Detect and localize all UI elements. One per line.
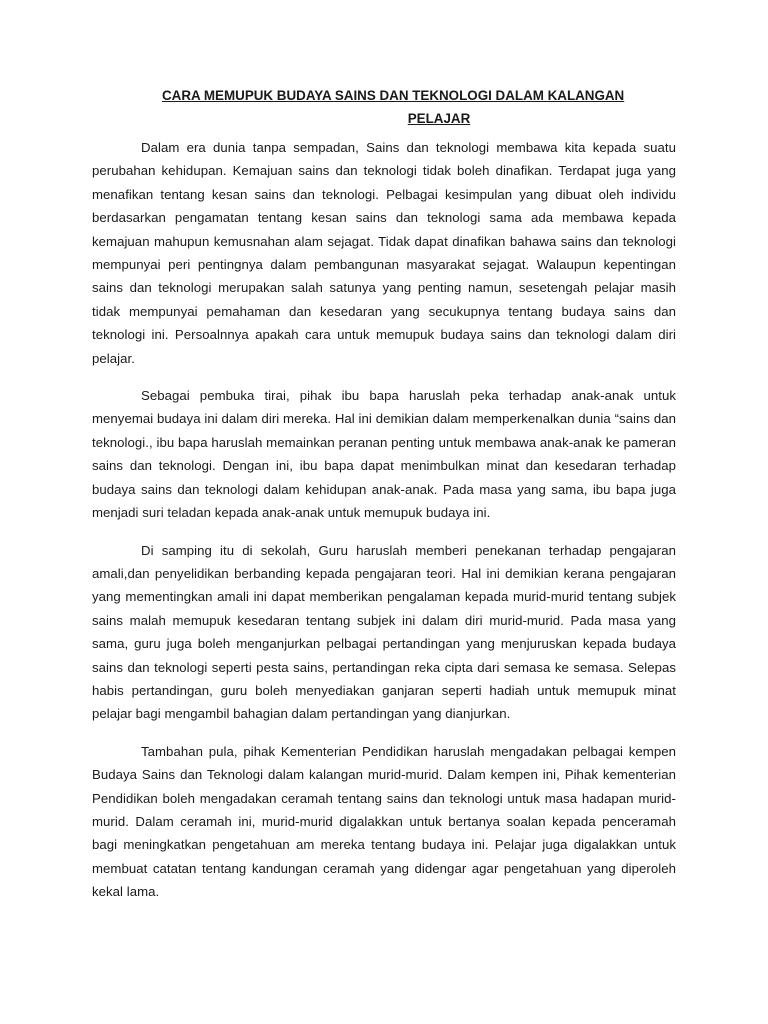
title-line-1: CARA MEMUPUK BUDAYA SAINS DAN TEKNOLOGI DALAM KALANGAN (162, 88, 625, 103)
paragraph-intro: Dalam era dunia tanpa sempadan, Sains dan teknologi membawa kita kepada suatu perubahan kehidupan. Kemajuan sains dan teknologi tidak boleh dinafikan. Terdapat juga yang menafikan tentang kesan sains dan teknologi. Pelbagai kesimpulan yang dibuat oleh individu berdasarkan pengamatan tentang kesan sains dan teknologi sama ada membawa kepada kemajuan mahupun kemusnahan alam sejagat. Tidak dapat dinafikan bahawa sains dan teknologi mempunyai peri pentingnya dalam pembangunan masyarakat sejagat. Walaupun kepentingan sains dan teknologi merupakan salah satunya yang penting namun, sesetengah pelajar masih tidak mempunyai pemahaman dan kesedaran yang secukupnya tentang budaya sains dan teknologi ini. Persoalnnya apakah cara untuk memupuk budaya sains dan teknologi dalam diri pelajar. (92, 140, 676, 366)
title-line-2: PELAJAR (407, 111, 471, 126)
paragraph-school: Di samping itu di sekolah, Guru haruslah memberi penekanan terhadap pengajaran amali,dan penyelidikan berbanding kepada pengajaran teori. Hal ini demikian kerana pengajaran yang mementingkan amali ini dapat memberikan pengalaman kepada murid-murid tentang subjek sains malah memupuk kesedaran tentang subjek ini dalam diri murid-murid. Pada masa yang sama, guru juga boleh menganjurkan pelbagai pertandingan yang menjuruskan kepada budaya sains dan teknologi seperti pesta sains, pertandingan reka cipta dari semasa ke semasa. Selepas habis pertandingan, guru boleh menyediakan ganjaran seperti hadiah untuk memupuk minat pelajar bagi mengambil bahagian dalam pertandingan yang dianjurkan. (92, 542, 676, 722)
document-title (92, 84, 676, 130)
paragraph-parents: Sebagai pembuka tirai, pihak ibu bapa haruslah peka terhadap anak-anak untuk menyemai budaya ini dalam diri mereka. Hal ini demikian dalam memperkenalkan dunia “sains dan teknologi., ibu bapa haruslah memainkan peranan penting untuk membawa anak-anak ke pameran sains dan teknologi. Dengan ini, ibu bapa dapat menimbulkan minat dan kesedaran terhadap budaya sains dan teknologi dalam kehidupan anak-anak. Pada masa yang sama, ibu bapa juga menjadi suri teladan kepada anak-anak untuk memupuk budaya ini. (92, 388, 676, 521)
paragraph-ministry: Tambahan pula, pihak Kementerian Pendidikan haruslah mengadakan pelbagai kempen Budaya Sains dan Teknologi dalam kalangan murid-murid. Dalam kempen ini, Pihak kementerian Pendidikan boleh mengadakan ceramah tentang sains dan teknologi untuk masa hadapan murid-murid. Dalam ceramah ini, murid-murid digalakkan untuk bertanya soalan kepada penceramah bagi meningkatkan pengetahuan am mereka tentang budaya ini. Pelajar juga digalakkan untuk membuat catatan tentang kandungan ceramah yang didengar agar pengetahuan yang diperoleh kekal lama. (92, 743, 676, 900)
document-page (92, 84, 676, 918)
